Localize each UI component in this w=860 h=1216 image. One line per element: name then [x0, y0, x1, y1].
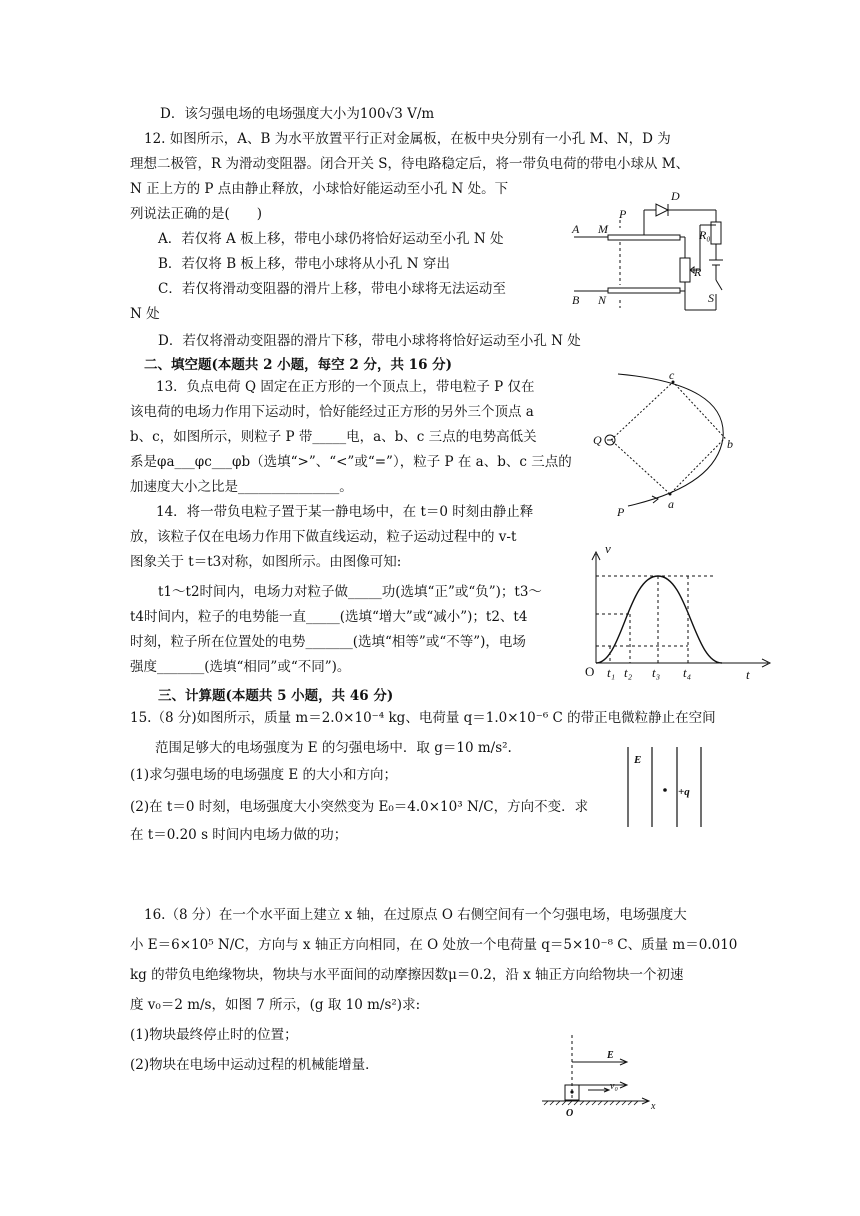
q16-stem: 16.（8 分）在一个水平面上建立 x 轴，在过原点 O 右侧空间有一个匀强电场，电场强度大 — [144, 907, 687, 923]
q12-option-d: D．若仅将滑动变阻器的滑片下移，带电小球将将恰好运动至小孔 N 处 — [158, 333, 581, 349]
label-c: c — [669, 368, 675, 382]
label-e: E — [607, 1050, 614, 1061]
q12-option-b: B．若仅将 B 板上移，带电小球将从小孔 N 穿出 — [158, 256, 450, 272]
label-origin: O — [566, 1108, 574, 1119]
q12-stem: 列说法正确的是( ) — [130, 206, 263, 222]
q12-stem: 理想二极管，R 为滑动变阻器。闭合开关 S，待电路稳定后，将一带负电荷的带电小球从 M、 — [130, 156, 690, 172]
label-v: v — [605, 541, 611, 556]
q14-stem: 14．将一带负电粒子置于某一静电场中，在 t＝0 时刻由静止释 — [156, 504, 534, 520]
section-heading: 二、填空题(本题共 2 小题，每空 2 分，共 16 分) — [144, 357, 453, 373]
label-x: x — [651, 1101, 656, 1112]
q12-stem: 12. 如图所示，A、B 为水平放置平行正对金属板，在板中央分别有一小孔 M、N，D 为 — [144, 131, 671, 147]
q12-stem: N 正上方的 P 点由静止释放，小球恰好能运动至小孔 N 处。下 — [130, 181, 509, 197]
label-t: t — [746, 667, 750, 682]
q14-stem: 放，该粒子仅在电场力作用下做直线运动，粒子运动过程中的 v-t — [130, 529, 517, 545]
q12-option-c: C．若仅将滑动变阻器的滑片上移，带电小球将无法运动至 — [158, 281, 506, 297]
q16-block-figure — [538, 1030, 668, 1122]
q16-part-1: (1)物块最终停止时的位置； — [130, 1027, 298, 1043]
label-r: R — [694, 265, 702, 279]
q15-stem: 范围足够大的电场强度为 E 的匀强电场中．取 g＝10 m/s². — [155, 740, 512, 756]
q12-option-c: N 处 — [130, 306, 160, 322]
q14-stem: t4时间内，粒子的电势能一直_____(选填“增大”或“减小”)；t2、t4 — [130, 609, 528, 625]
label-a: a — [668, 497, 674, 511]
label-t2: t₂ — [624, 665, 633, 680]
q13-trajectory-figure — [588, 368, 748, 518]
q16-stem: 小 E＝6×10⁵ N/C，方向与 x 轴正方向相同，在 O 处放一个电荷量 q＝5×10⁻⁸ C、质量 m＝0.010 — [130, 937, 738, 953]
q13-stem: b、c，如图所示，则粒子 P 带_____电，a、b、c 三点的电势高低关 — [130, 429, 537, 445]
section-heading: 三、计算题(本题共 5 小题，共 46 分) — [158, 688, 394, 704]
q14-stem: t1～t2时间内，电场力对粒子做_____功(选填“正”或“负”)；t3～ — [158, 584, 542, 600]
label-t3: t₃ — [652, 665, 661, 680]
q15-field-figure — [620, 745, 715, 830]
label-p: P — [617, 505, 625, 518]
q14-stem: 图象关于 t＝t3对称，如图所示。由图像可知: — [130, 554, 402, 570]
q13-stem: 该电荷的电场力作用下运动时，恰好能经过正方形的另外三个顶点 a — [130, 404, 534, 420]
label-p: P — [619, 207, 627, 221]
label-n: N — [598, 293, 607, 307]
q11-option-d: D．该匀强电场的电场强度大小为100√3 V/m — [160, 106, 435, 122]
q16-stem: kg 的带负电绝缘物块，物块与水平面间的动摩擦因数μ＝0.2，沿 x 轴正方向给物块一个初速 — [130, 967, 684, 983]
label-t1: t₁ — [607, 665, 616, 680]
label-a: A — [572, 222, 580, 236]
q14-stem: 强度_______(选填“相同”或“不同”)。 — [130, 659, 351, 675]
label-b: B — [572, 293, 580, 307]
q14-vt-graph — [582, 540, 777, 682]
q15-part-2: (2)在 t＝0 时刻，电场强度大小突然变为 E₀＝4.0×10³ N/C，方向不变．求 — [130, 799, 589, 815]
q12-option-a: A．若仅将 A 板上移，带电小球仍将恰好运动至小孔 N 处 — [158, 231, 504, 247]
label-e: E — [634, 754, 642, 766]
label-v0: v₀ — [610, 1081, 618, 1092]
q15-stem: 15.（8 分)如图所示，质量 m＝2.0×10⁻⁴ kg、电荷量 q＝1.0×10⁻⁶ C 的带正电微粒静止在空间 — [130, 710, 716, 726]
q16-part-2: (2)物块在电场中运动过程的机械能增量． — [130, 1057, 379, 1073]
label-b: b — [727, 437, 733, 451]
q16-stem: 度 v₀＝2 m/s，如图 7 所示，(g 取 10 m/s²)求: — [130, 997, 421, 1013]
q15-part-2: 在 t＝0.20 s 时间内电场力做的功； — [130, 827, 348, 843]
label-r0: R₀ — [699, 228, 711, 242]
label-s: S — [708, 291, 714, 305]
q12-circuit-figure — [560, 180, 750, 325]
q13-stem: 13．负点电荷 Q 固定在正方形的一个顶点上，带电粒子 P 仅在 — [156, 379, 535, 395]
q14-stem: 时刻，粒子所在位置处的电势_______(选填“相等”或“不等”)，电场 — [130, 634, 526, 650]
q15-part-1: (1)求匀强电场的电场强度 E 的大小和方向； — [130, 767, 398, 783]
label-m: M — [598, 222, 608, 236]
q13-stem: 加速度大小之比是_______________。 — [130, 479, 353, 495]
label-d: D — [671, 189, 680, 203]
label-q: +q — [678, 786, 690, 798]
label-q: Q — [593, 433, 602, 447]
q13-stem: 系是φa___φc___φb（选填“>”、“<”或“=”），粒子 P 在 a、b、c 三点的 — [130, 454, 572, 470]
label-origin: O — [585, 664, 595, 679]
label-t4: t₄ — [683, 665, 692, 680]
